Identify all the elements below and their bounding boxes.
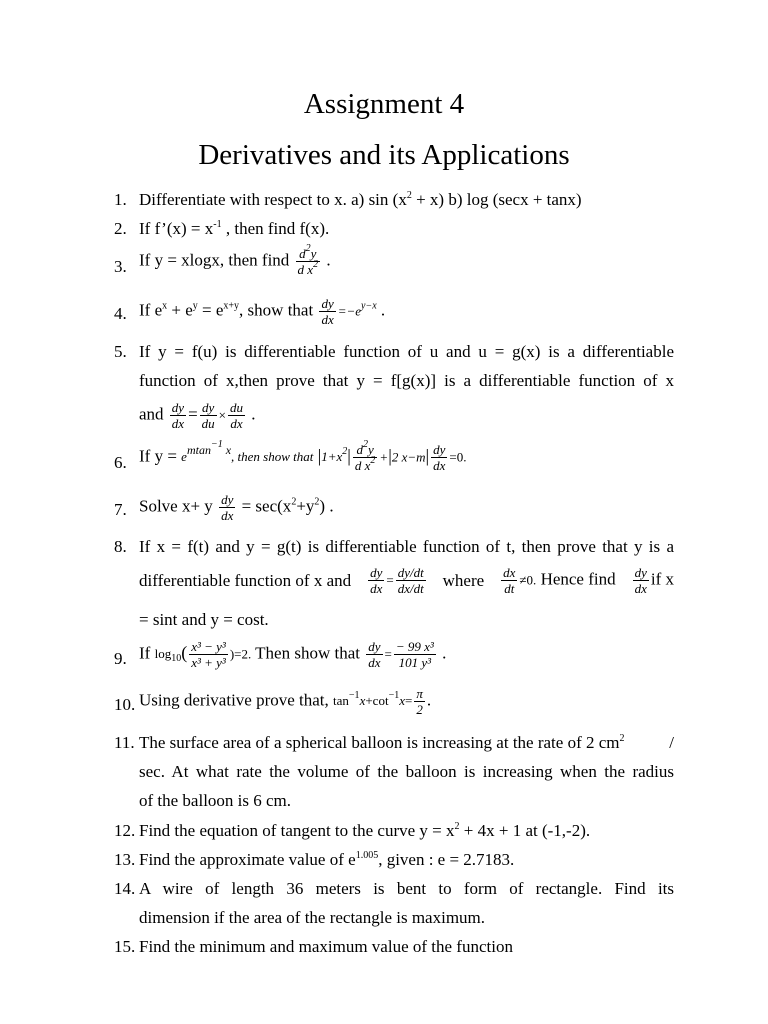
- question-text-line: = sint and y = cost.: [139, 610, 269, 629]
- question-text-line: function of x,then prove that y = f[g(x)] is a differentiable function of x: [139, 371, 674, 390]
- question-number: 7.: [114, 500, 127, 519]
- question-text-line: dimension if the area of the rectangle is maximum.: [139, 908, 486, 927]
- fraction: $\frac{\pi}{2}$: [416, 686, 423, 717]
- question-8: [0, 537, 768, 631]
- question-number: 15.: [114, 937, 136, 956]
- question-text-line: If y = f(u) is differentiable function of u and u = g(x) is a differentiable: [139, 342, 674, 361]
- question-text: Solve x+ y $\frac{dy}{dx}$ = $\sec(x^2+y^2)$ .: [139, 492, 334, 523]
- question-1: [0, 190, 768, 210]
- question-5: [0, 342, 768, 434]
- question-text-line: If x = f(t) and y = g(t) is differentiable function of t, then prove that y is a: [139, 537, 674, 556]
- fraction: $\frac{dy}{dx}$: [368, 639, 381, 670]
- fraction: $\frac{\text{x³ − y³}}{\text{x³ + y³}}$: [191, 639, 226, 670]
- question-3: [0, 243, 768, 288]
- question-number: 9.: [114, 649, 127, 668]
- question-text-line: A wire of length 36 meters is bent to form of rectangle. Find its: [139, 879, 674, 898]
- question-number: 2.: [114, 219, 127, 238]
- question-13: [0, 850, 768, 870]
- question-text: If $y = e^{mtan^{-1} x}$, then show that $|1+x^2|$ $\frac{d^2y}{d x^2}$ +|2 x−m| $\frac{dy}{dx}$ =0.: [139, 439, 467, 473]
- question-text: Find the approximate value of $e^{1.005}$, given : e = 2.7183.: [139, 850, 515, 869]
- question-text: If y = xlogx, then find $\frac{d^2y}{d x^2}$ .: [139, 243, 331, 277]
- question-number: 13.: [114, 850, 136, 869]
- question-text-line: of the balloon is 6 cm.: [139, 791, 292, 810]
- question-text-line: sec. At what rate the volume of the balloon is increasing when the radius: [139, 762, 674, 781]
- fraction: $\frac{dy}{dx}$: [321, 296, 334, 327]
- question-14: [0, 879, 768, 928]
- fraction: $\frac{du}{dx}$: [230, 400, 244, 431]
- fraction: $\frac{dy}{dx}$: [634, 565, 647, 596]
- fraction: $\frac{d^2y}{d x^2}$: [354, 439, 376, 473]
- fraction: $\frac{dy}{dx}$: [221, 492, 234, 523]
- fraction: $\frac{dy}{dx}$: [370, 565, 383, 596]
- question-7: [0, 492, 768, 528]
- question-6: [0, 440, 768, 484]
- question-number: 3.: [114, 257, 127, 276]
- question-11: [0, 733, 768, 811]
- question-number: 10.: [114, 695, 136, 714]
- question-12: [0, 821, 768, 841]
- question-text-line: The surface area of a spherical balloon is increasing at the rate of 2 $cm^2$ /: [139, 733, 674, 752]
- question-number: 12.: [114, 821, 136, 840]
- fraction: $\frac{dy}{du}$: [201, 400, 215, 431]
- question-text: Find the equation of tangent to the curve $y = x^2 + 4x + 1$ at (-1,-2).: [139, 821, 591, 840]
- fraction: $\frac{dy/dt}{dx/dt}$: [397, 565, 424, 596]
- question-number: 14.: [114, 879, 136, 898]
- question-text: Using derivative prove that, $\tan^{-1}x+\cot^{-1}x=$ $\frac{\pi}{2}$ .: [139, 686, 432, 717]
- question-number: 11.: [114, 733, 135, 752]
- question-text: Differentiate with respect to x. a) $\sin (x^2 + x)$ b) log (secx + tanx): [139, 190, 582, 209]
- fraction: $\frac{dx}{dt}$: [503, 565, 516, 596]
- page-subtitle: Derivatives and its Applications: [198, 139, 570, 171]
- question-text-line: differentiable function of x and $\frac{dy}{dx}$ = $\frac{dy/dt}{dx/dt}$ where $\frac{dx}{dt}$ ≠0. Hence find $\frac{dy}{dx}$ if x: [139, 565, 674, 596]
- question-text: If $\log_{10}$( $\frac{\text{x³ − y³}}{\text{x³ + y³}}$ )=2. Then show that $\frac{dy}{dx}$ = $\frac{\text{− 99 x³}}{\text{101 y³}}$ .: [139, 639, 447, 670]
- page-title: Assignment 4: [303, 88, 465, 120]
- fraction: $\frac{d^2y}{d x^2}$: [297, 243, 319, 277]
- question-15: [0, 937, 768, 957]
- question-text: Find the minimum and maximum value of the function: [139, 937, 513, 956]
- question-number: 6.: [114, 453, 127, 472]
- question-text-line: and $\frac{dy}{dx}$ = $\frac{dy}{du}$ × $\frac{du}{dx}$ .: [139, 400, 256, 431]
- question-text: If $e^x + e^y = e^{x+y}$, show that $\frac{dy}{dx}$ $=-e^{y-x}$ .: [139, 296, 386, 327]
- question-text: If f’(x) = $x^{-1}$ , then find f(x).: [139, 219, 330, 238]
- question-10: [0, 686, 768, 724]
- question-9: [0, 637, 768, 681]
- fraction: $\frac{dy}{dx}$: [433, 442, 446, 473]
- question-number: 4.: [114, 304, 127, 323]
- question-4: [0, 296, 768, 332]
- question-number: 8.: [114, 537, 127, 556]
- fraction: $\frac{\text{− 99 x³}}{\text{101 y³}}$: [395, 639, 434, 670]
- fraction: $\frac{dy}{dx}$: [171, 400, 185, 431]
- question-2: [0, 219, 768, 239]
- question-number: 5.: [114, 342, 127, 361]
- question-number: 1.: [114, 190, 127, 209]
